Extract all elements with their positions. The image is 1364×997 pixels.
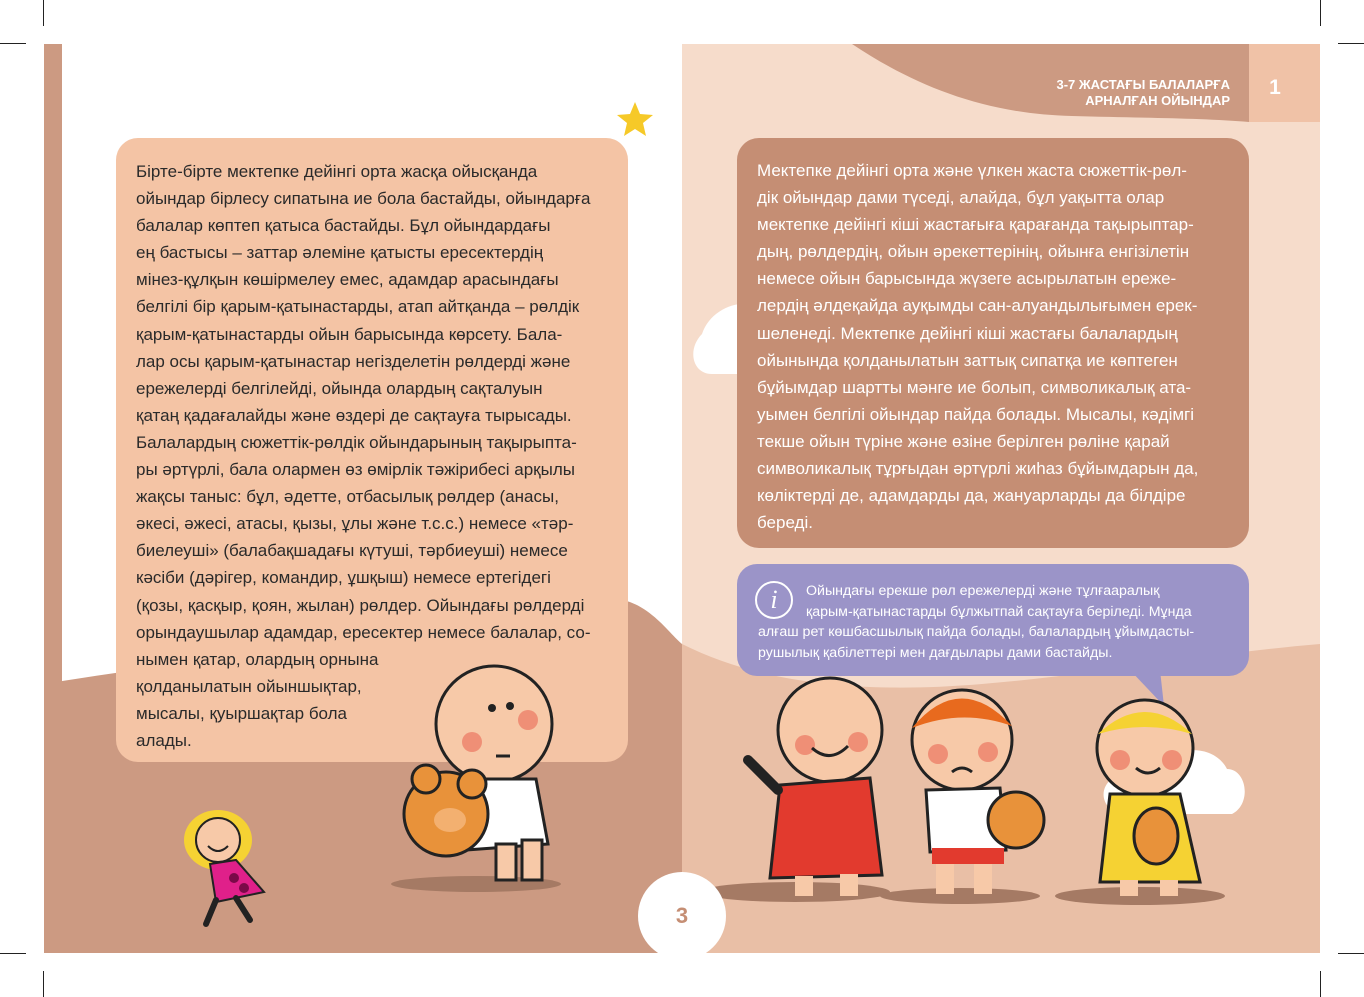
- text-line: орындаушылар адамдар, ересектер немесе балалар, со-: [136, 622, 591, 642]
- text-line: лар осы қарым-қатынастар негізделетін рөлдерді және: [136, 351, 571, 371]
- text-line: береді.: [757, 513, 813, 533]
- text-line: көліктерді де, адамдарды да, жануарларды да білдіре: [757, 486, 1186, 506]
- text-line: қарым-қатынастарды бұлжытпай сақтауға беріледі. Мұнда: [806, 603, 1192, 620]
- text-line: рушылық қабілеттері мен дағдылары дами бастайды.: [758, 644, 1113, 661]
- text-line: текше ойын түріне және өзіне берілген рөліне қарай: [757, 431, 1170, 451]
- text-line: уымен белгілі ойындар пайда болады. Мысалы, кәдімгі: [757, 404, 1195, 424]
- text-line: лердің әлдеқайда ауқымды сан-алуандылығымен ерек-: [757, 296, 1198, 316]
- right-body-text: [757, 157, 1237, 536]
- text-line: қатаң қадағалайды және өздері де сақтауға тырысады.: [136, 405, 572, 425]
- text-line: әкесі, әжесі, атасы, қызы, ұлы және т.с.с.) немесе «тәр-: [136, 514, 574, 534]
- children-group-illustration: [700, 660, 1240, 910]
- text-line: қарым-қатынастарды ойын барысында көрсету. Бала-: [136, 324, 563, 344]
- text-line: шеленеді. Мектепке дейінгі кіші жастағы балалардың: [757, 323, 1178, 343]
- text-line: Ойындағы ерекше рөл ережелерді және тұлғааралық: [806, 583, 1160, 599]
- text-line: Мектепке дейінгі орта және үлкен жаста сюжеттік-рөл-: [757, 161, 1187, 180]
- text-line: дік ойындар дами түседі, алайда, бұл уақытта олар: [757, 188, 1165, 208]
- text-line: нымен қатар, олардың орнына: [136, 649, 379, 669]
- text-line: алады.: [136, 730, 192, 750]
- text-line: жақсы таныс: бұл, әдетте, отбасылық рөлдер (анасы,: [136, 487, 559, 507]
- text-line: (қозы, қасқыр, қоян, жылан) рөлдер. Ойындағы рөлдерді: [136, 595, 585, 615]
- info-icon: i: [755, 581, 793, 619]
- text-line: мінез-құлқын көшірмелеу емес, адамдар арасындағы: [136, 270, 559, 290]
- text-line: бұйымдар шартты мәнге ие болып, символикалық ата-: [757, 377, 1192, 397]
- text-line: қолданылатын ойыншықтар,: [136, 676, 362, 696]
- text-line: символикалық тұрғыдан әртүрлі жиһаз бұйымдарын да,: [757, 459, 1199, 479]
- text-line: ойынында қолданылатын заттық сипатқа ие көптеген: [757, 350, 1178, 370]
- crop-mark: [1320, 0, 1321, 26]
- text-line: ең бастысы – заттар әлеміне қатысты ересектердің: [136, 243, 544, 263]
- crop-mark: [43, 971, 44, 997]
- crop-mark: [1320, 971, 1321, 997]
- text-line: балалар көптеп қатыса бастайды. Бұл ойындардағы: [136, 216, 551, 236]
- text-line: немесе ойын барысында жүзеге асырылатын ереже-: [757, 269, 1177, 289]
- text-line: мысалы, қуыршақтар бола: [136, 703, 348, 723]
- text-line: биелеуші» (балабақшадағы күтуші, тәрбиеуші) немесе: [136, 541, 568, 561]
- chapter-title: [980, 77, 1230, 109]
- crop-mark: [1338, 953, 1364, 954]
- star-icon: [616, 100, 654, 138]
- text-line: мектепке дейінгі кіші жастағыға қарағанда тақырыптар-: [757, 215, 1194, 235]
- text-line: Балалардың сюжеттік-рөлдік ойындарының тақырыпта-: [136, 432, 577, 452]
- crop-mark: [43, 0, 44, 26]
- crop-mark: [0, 43, 26, 44]
- text-line: дың, рөлдердің, ойын әрекеттерінің, ойынға енгізілетін: [757, 242, 1190, 262]
- info-text: [758, 581, 1236, 663]
- doll-illustration: [176, 800, 286, 928]
- chapter-title-line: 3-7 ЖАСТАҒЫ БАЛАЛАРҒА: [1056, 77, 1230, 92]
- page-number: 3: [675, 903, 689, 928]
- crop-mark: [0, 953, 26, 954]
- text-line: ережелерді белгілейді, ойында олардың сақталуын: [136, 378, 543, 398]
- section-number: 1: [1269, 76, 1281, 99]
- text-line: алғаш рет көшбасшылық пайда болады, балалардың ұйымдасты-: [758, 624, 1195, 640]
- text-line: кәсіби (дәрігер, командир, ұшқыш) немесе ертегідегі: [136, 568, 551, 588]
- text-line: белгілі бір қарым-қатынастарды, атап айтқанда – рөлдік: [136, 297, 580, 317]
- text-line: ры әртүрлі, бала олармен өз өмірлік тәжірибесі арқылы: [136, 460, 575, 480]
- child-with-teddy-illustration: [376, 644, 576, 894]
- text-line: ойындар бірлесу сипатына ие бола бастайды, ойындарға: [136, 189, 591, 209]
- chapter-title-line: АРНАЛҒАН ОЙЫНДАР: [1085, 93, 1230, 108]
- crop-mark: [1338, 43, 1364, 44]
- text-line: Бірте-бірте мектепке дейінгі орта жасқа ойысқанда: [136, 162, 538, 181]
